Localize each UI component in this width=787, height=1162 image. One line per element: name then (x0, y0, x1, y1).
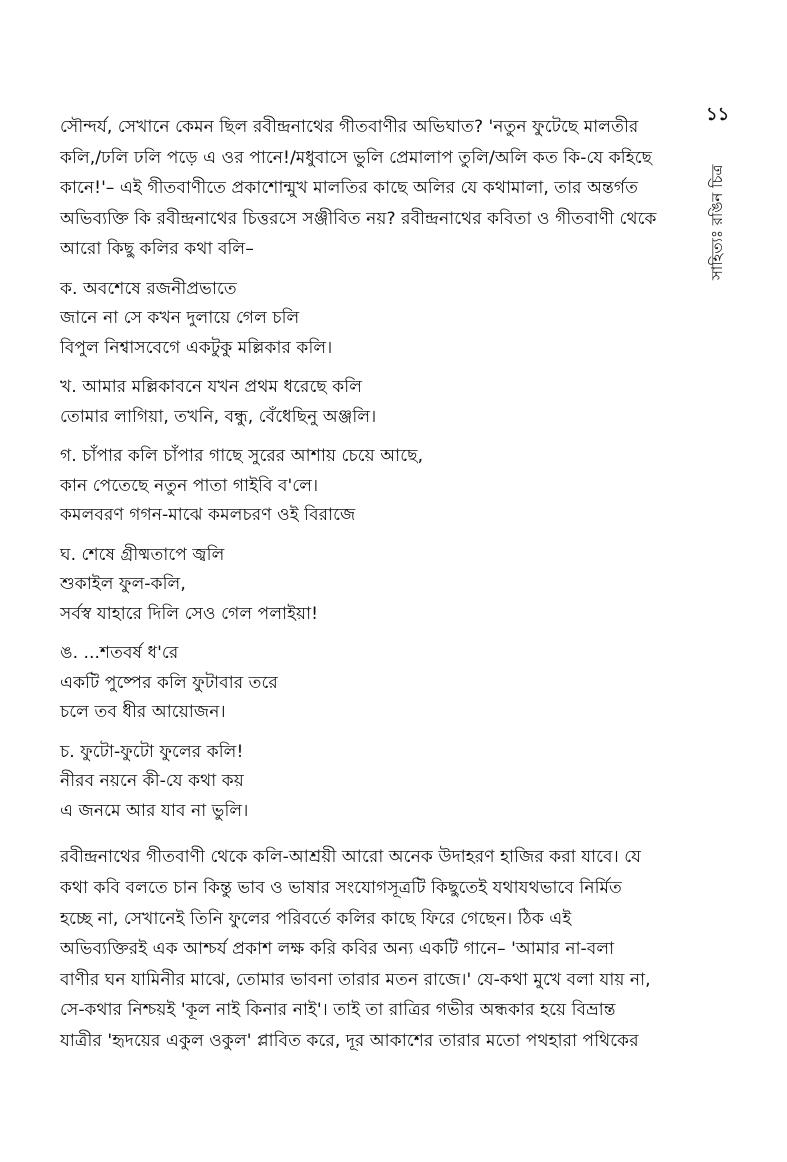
text-line: বাণীর ঘন যামিনীর মাঝে, তোমার ভাবনা তারার মতন রাজে।' যে-কথা মুখে বলা যায় না, (60, 969, 651, 990)
verse-line: ঘ. শেষে গ্রীষ্মতাপে জ্বলি (60, 544, 225, 565)
verse-stanza (60, 541, 680, 630)
running-head (700, 130, 730, 290)
verse-line: শুকাইল ফুল-কলি, (60, 574, 186, 595)
verse-line: এ জনমে আর যাব না ভুলি। (60, 800, 249, 821)
text-line: হচ্ছে না, সেখানেই তিনি ফুলের পরিবর্তে কলির কাছে ফিরে গেছেন। ঠিক এই (60, 908, 572, 929)
verse-line: খ. আমার মল্লিকাবনে যখন প্রথম ধরেছে কলি (60, 377, 363, 398)
verse-stanza (60, 442, 680, 531)
text-line: সৌন্দর্য, সেখানে কেমন ছিল রবীন্দ্রনাথের গীতবাণীর অভিঘাত? 'নতুন ফুটেছে মালতীর (60, 117, 639, 137)
verse-line: চলে তব ধীর আয়োজন। (60, 702, 226, 723)
verse-line: জানে না সে কখন দুলায়ে গেল চলি (60, 308, 300, 329)
verse-line: ক. অবশেষে রজনীপ্রভাতে (60, 278, 237, 299)
text-line: আরো কিছু কলির কথা বলি– (60, 239, 254, 260)
verse-line: তোমার লাগিয়া, তখনি, বন্ধু, বেঁধেছিনু অঞ্জলি। (60, 406, 377, 427)
intro-paragraph (60, 112, 680, 265)
text-line: কথা কবি বলতে চান কিন্তু ভাব ও ভাষার সংযোগসূত্রটি কিছুতেই যথাযথভাবে নির্মিত (60, 878, 622, 899)
verse-line: নীরব নয়নে কী-যে কথা কয় (60, 771, 244, 792)
verse-stanza (60, 639, 680, 728)
verse-line: সর্বস্ব যাহারে দিলি সেও গেল পলাইয়া! (60, 603, 319, 624)
verse-line: চ. ফুটো-ফুটো ফুলের কলি! (60, 741, 244, 762)
verse-line: কমলবরণ গগন-মাঝে কমলচরণ ওই বিরাজে (60, 505, 356, 526)
text-line: কানে!'– এই গীতবাণীতে প্রকাশোন্মুখ মালতির কাছে অলির যে কথামালা, তার অন্তর্গত (60, 178, 638, 199)
text-line: অভিব্যক্তিরই এক আশ্চর্য প্রকাশ লক্ষ করি কবির অন্য একটি গানে– 'আমার না-বলা (60, 939, 615, 960)
text-line: সে-কথার নিশ্চয়ই 'কূল নাই কিনার নাই'। তাই তা রাত্রির গভীর অন্ধকার হয়ে বিভ্রান্ত (60, 1000, 616, 1021)
text-line: রবীন্দ্রনাথের গীতবাণী থেকে কলি-আশ্রয়ী আরো অনেক উদাহরণ হাজির করা যাবে। যে (60, 847, 642, 868)
page-number: ১১ (706, 104, 730, 125)
text-line: যাত্রীর 'হৃদয়ের একুল ওকুল' প্লাবিত করে, দূর আকাশের তারার মতো পথহারা পথিকের (60, 1031, 639, 1052)
verse-stanza (60, 275, 680, 364)
verse-line: ঙ. ...শতবর্ষ ধ'রে (60, 643, 179, 664)
verse-stanza (60, 738, 680, 827)
verse-line: কান পেতেছে নতুন পাতা গাইবি ব'লে। (60, 475, 319, 496)
running-head-text: সাহিত্যঃ রঙিন চিত্র (708, 164, 726, 280)
main-text (60, 112, 680, 1057)
quoted-verses (60, 275, 680, 827)
closing-paragraph (60, 842, 680, 1056)
text-line: অভিব্যক্তি কি রবীন্দ্রনাথের চিত্তরসে সঞ্জীবিত নয়? রবীন্দ্রনাথের কবিতা ও গীতবাণী থেকে (60, 208, 657, 229)
verse-line: গ. চাঁপার কলি চাঁপার গাছে সুরের আশায় চেয়ে আছে, (60, 446, 424, 467)
verse-line: একটি পুষ্পের কলি ফুটাবার তরে (60, 672, 278, 693)
verse-line: বিপুল নিশ্বাসবেগে একটুকু মল্লিকার কলি। (60, 337, 333, 358)
text-line: কলি,/ঢলি ঢলি পড়ে এ ওর পানে!/মধুবাসে ভুলি প্রেমালাপ তুলি/অলি কত কি-যে কহিছে (60, 147, 653, 168)
verse-stanza (60, 373, 680, 432)
